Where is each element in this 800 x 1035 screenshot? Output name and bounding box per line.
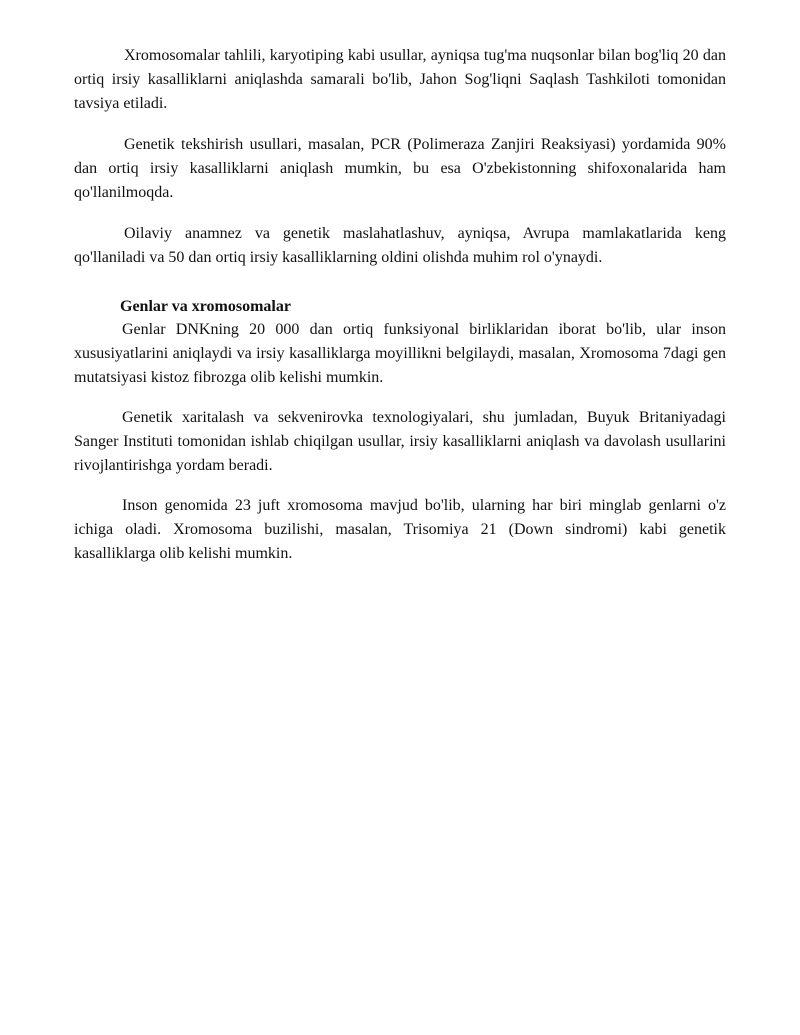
paragraph-genes: Genlar DNKning 20 000 dan ortiq funksiyonal birliklaridan iborat bo'lib, ular inson xususiyatlarini aniqlaydi va irsiy kasalliklarga moyillikni belgilaydi, masalan, Xromosoma 7dagi gen mutatsiyasi kistoz fibrozga olib kelishi mumkin. bbox=[74, 321, 726, 386]
document-page bbox=[74, 44, 726, 566]
section-heading: Genlar va xromosomalar bbox=[120, 298, 291, 315]
paragraph-family-history: Oilaviy anamnez va genetik maslahatlashuv, ayniqsa, Avrupa mamlakatlarida keng qo'llaniladi va 50 dan ortiq irsiy kasalliklarning oldini olishda muhim rol o'ynaydi. bbox=[74, 225, 726, 266]
paragraph-karyotyping: Xromosomalar tahlili, karyotiping kabi usullar, ayniqsa tug'ma nuqsonlar bilan bog'liq 20 dan ortiq irsiy kasalliklarni aniqlashda samarali bo'lib, Jahon Sog'liqni Saqlash Tashkiloti tomonidan tavsiya etiladi. bbox=[74, 47, 726, 112]
paragraph-genome: Inson genomida 23 juft xromosoma mavjud bo'lib, ularning har biri minglab genlarni o'z ichiga oladi. Xromosoma buzilishi, masalan, Trisomiya 21 (Down sindromi) kabi genetik kasalliklarga olib kelishi mumkin. bbox=[74, 497, 726, 562]
paragraph-sequencing: Genetik xaritalash va sekvenirovka texnologiyalari, shu jumladan, Buyuk Britaniyadagi Sanger Instituti tomonidan ishlab chiqilgan usullar, irsiy kasalliklarni aniqlash va davolash usullarini rivojlantirishga yordam beradi. bbox=[74, 409, 726, 474]
paragraph-genetic-testing: Genetik tekshirish usullari, masalan, PCR (Polimeraza Zanjiri Reaksiyasi) yordamida 90% dan ortiq irsiy kasalliklarni aniqlash mumkin, bu esa O'zbekistonning shifoxonalarida ham qo'llanilmoqda. bbox=[74, 136, 726, 201]
